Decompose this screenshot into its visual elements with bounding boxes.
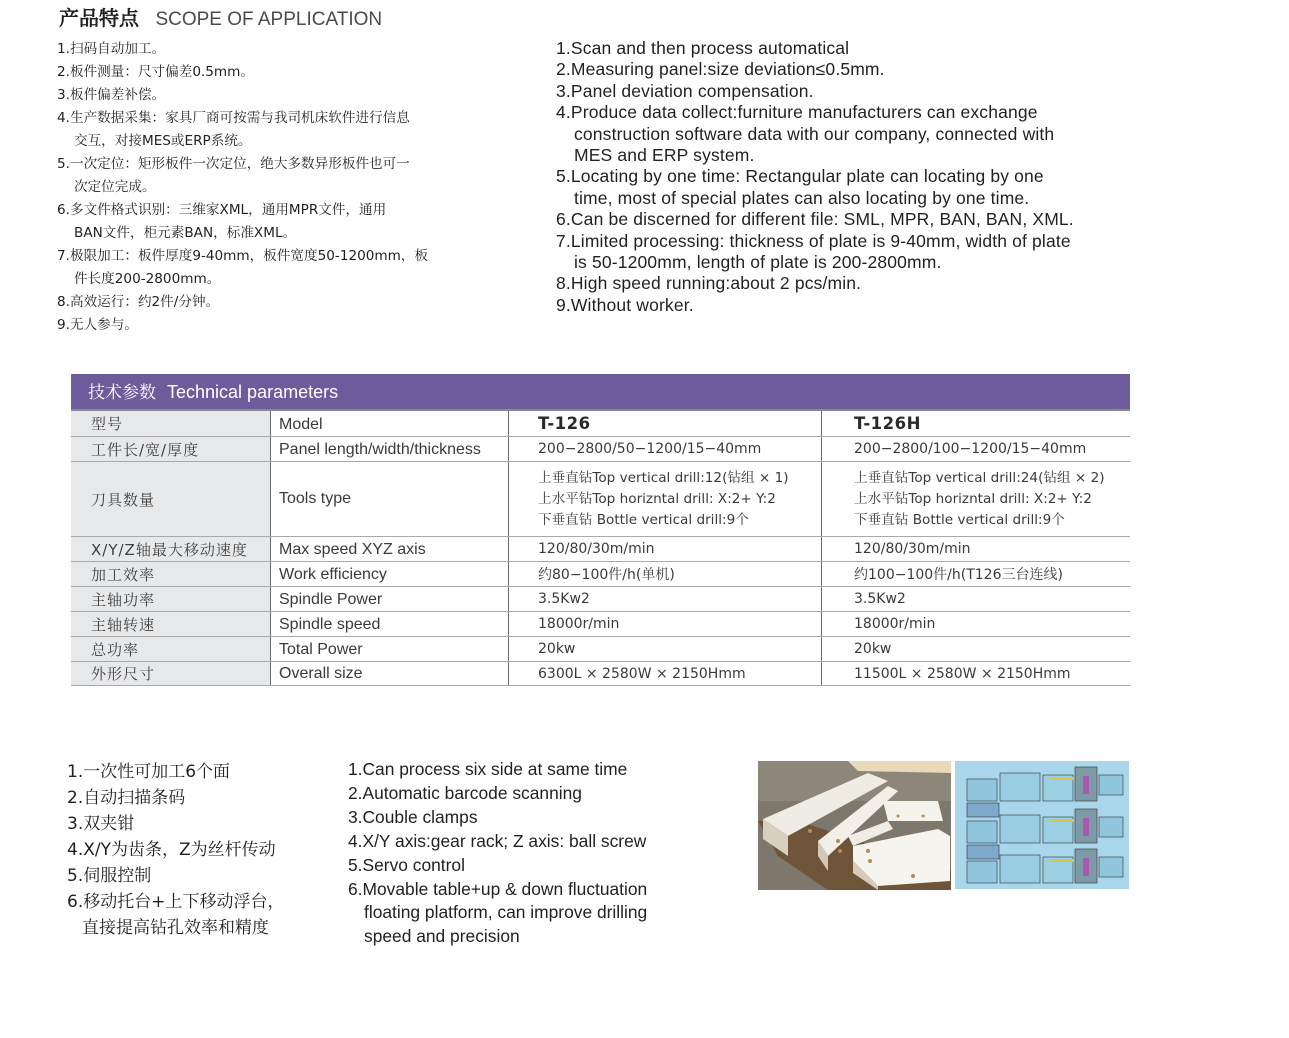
param-name-en: Overall size bbox=[271, 662, 509, 685]
param-name-cn: 刀具数量 bbox=[71, 462, 271, 536]
feature-en-item bbox=[556, 273, 1176, 294]
table-row bbox=[71, 662, 1130, 686]
feature-cn-item bbox=[57, 199, 517, 245]
feature-en-line: 2.Measuring panel:size deviation≤0.5mm. bbox=[556, 59, 885, 80]
bottom-feature-cn-line: 2.自动扫描条码 bbox=[67, 788, 186, 808]
param-name-cn: X/Y/Z轴最大移动速度 bbox=[71, 537, 271, 561]
table-row bbox=[71, 462, 1130, 537]
bottom-feature-cn-item bbox=[67, 837, 284, 863]
feature-cn-item bbox=[57, 84, 517, 107]
bottom-feature-en-line: 5.Servo control bbox=[348, 854, 465, 875]
feature-cn-line: 2.板件测量：尺寸偏差0.5mm。 bbox=[57, 64, 255, 80]
bottom-feature-cn-line: 4.X/Y为齿条，Z为丝杆传动 bbox=[67, 840, 276, 860]
table-row bbox=[71, 411, 1130, 437]
table-row bbox=[71, 537, 1130, 562]
bottom-feature-cn-item bbox=[67, 811, 284, 837]
feature-en-item bbox=[556, 102, 1176, 166]
feature-en-line: 8.High speed running:about 2 pcs/min. bbox=[556, 273, 862, 294]
feature-en-item bbox=[556, 231, 1176, 274]
value-t126h: T-126H bbox=[854, 414, 921, 433]
feature-en-line: 1.Scan and then process automatical bbox=[556, 38, 850, 58]
param-name-cn: 加工效率 bbox=[71, 562, 271, 586]
value-t126: T-126 bbox=[509, 411, 822, 436]
feature-cn-line: 件长度200-2800mm。 bbox=[74, 271, 221, 287]
feature-en-line: construction software data with our company, connected with bbox=[574, 123, 1055, 144]
bottom-feature-en-item bbox=[348, 758, 647, 782]
bottom-feature-en-line: speed and precision bbox=[364, 926, 520, 947]
feature-cn-line: 3.板件偏差补偿。 bbox=[57, 87, 166, 103]
table-title-cn: 技术参数 bbox=[88, 383, 156, 403]
bottom-feature-cn-line: 5.伺服控制 bbox=[67, 866, 152, 886]
feature-en-item bbox=[556, 38, 1176, 59]
value-t126h: 约100−100件/h(T126三台连线) bbox=[854, 567, 1063, 583]
tools-line: 上垂直钻Top vertical drill:24(钻组 × 2) bbox=[854, 469, 1105, 486]
param-name-cn: 主轴转速 bbox=[71, 612, 271, 636]
bottom-feature-en-line: 6.Movable table+up & down fluctuation bbox=[348, 878, 648, 899]
features-list-cn bbox=[57, 38, 517, 337]
tools-line: 上垂直钻Top vertical drill:12(钻组 × 1) bbox=[538, 469, 789, 486]
feature-cn-item bbox=[57, 153, 517, 199]
param-name-cn: 型号 bbox=[71, 411, 271, 436]
feature-cn-item bbox=[57, 291, 517, 314]
feature-en-line: 3.Panel deviation compensation. bbox=[556, 80, 814, 101]
value-t126h: 11500L × 2580W × 2150Hmm bbox=[854, 665, 1071, 682]
feature-cn-line: 7.极限加工：板件厚度9-40mm，板件宽度50-1200mm，板 bbox=[57, 248, 429, 264]
tools-list bbox=[538, 468, 789, 531]
feature-en-line: 7.Limited processing: thickness of plate is 9-40mm, width of plate bbox=[556, 230, 1071, 251]
value-t126: 18000r/min bbox=[509, 612, 822, 636]
value-t126h: 18000r/min bbox=[854, 616, 936, 632]
feature-en-line: 4.Produce data collect:furniture manufacturers can exchange bbox=[556, 102, 1038, 123]
feature-cn-line: 5.一次定位：矩形板件一次定位，绝大多数异形板件也可一 bbox=[57, 156, 410, 172]
table-body bbox=[71, 411, 1130, 686]
feature-cn-line: 4.生产数据采集：家具厂商可按需与我司机床软件进行信息 bbox=[57, 110, 410, 126]
bottom-feature-en-line: 1.Can process six side at same time bbox=[348, 759, 628, 779]
feature-cn-line: 交互，对接MES或ERP系统。 bbox=[74, 133, 252, 149]
param-name-en: Model bbox=[271, 411, 509, 436]
feature-en-line: MES and ERP system. bbox=[574, 145, 755, 166]
value-t126h: 120/80/30m/min bbox=[854, 541, 971, 557]
value-t126: 200−2800/50−1200/15−40mm bbox=[509, 437, 822, 461]
value-t126h: 20kw bbox=[854, 641, 892, 657]
bottom-feature-cn-line: 3.双夹钳 bbox=[67, 814, 135, 834]
bottom-feature-en-line: 4.X/Y axis:gear rack; Z axis: ball screw bbox=[348, 830, 647, 851]
value-t126h bbox=[822, 462, 1130, 536]
param-name-en: Spindle speed bbox=[271, 612, 509, 636]
param-name-cn: 总功率 bbox=[71, 637, 271, 661]
feature-en-item bbox=[556, 81, 1176, 102]
value-t126h: 200−2800/100−1200/15−40mm bbox=[854, 441, 1087, 457]
section-title-cn: 产品特点 bbox=[59, 6, 139, 30]
value-t126: 20kw bbox=[509, 637, 822, 661]
feature-cn-line: 9.无人参与。 bbox=[57, 317, 138, 333]
feature-cn-item bbox=[57, 314, 517, 337]
tools-line: 上水平钻Top horizntal drill: X:2+ Y:2 bbox=[538, 490, 776, 507]
technical-parameters-table bbox=[71, 374, 1130, 686]
bottom-feature-cn-line: 直接提高钻孔效率和精度 bbox=[82, 918, 269, 938]
section-title bbox=[59, 2, 382, 30]
feature-cn-item bbox=[57, 38, 517, 61]
table-row bbox=[71, 437, 1130, 462]
feature-cn-line: 次定位完成。 bbox=[74, 179, 156, 195]
features-list-en bbox=[556, 38, 1176, 316]
feature-cn-item bbox=[57, 107, 517, 153]
bottom-feature-en-item bbox=[348, 878, 647, 950]
feature-en-item bbox=[556, 295, 1176, 316]
bottom-feature-cn-item bbox=[67, 889, 284, 941]
param-name-en: Spindle Power bbox=[271, 587, 509, 611]
param-name-en: Tools type bbox=[271, 462, 509, 536]
production-line-layout-drawing bbox=[955, 761, 1129, 889]
feature-en-line: time, most of special plates can also locating by one time. bbox=[574, 187, 1030, 208]
bottom-features-en bbox=[348, 758, 647, 949]
bottom-feature-cn-item bbox=[67, 759, 284, 785]
param-name-cn: 外形尺寸 bbox=[71, 662, 271, 685]
param-name-en: Total Power bbox=[271, 637, 509, 661]
bottom-feature-cn-item bbox=[67, 863, 284, 889]
value-t126: 6300L × 2580W × 2150Hmm bbox=[509, 662, 822, 685]
bottom-feature-en-item bbox=[348, 830, 647, 854]
feature-en-line: is 50-1200mm, length of plate is 200-2800mm. bbox=[574, 252, 942, 273]
feature-cn-line: 8.高效运行：约2件/分钟。 bbox=[57, 294, 220, 310]
feature-en-line: 9.Without worker. bbox=[556, 294, 694, 315]
bottom-features-cn bbox=[67, 759, 284, 941]
feature-cn-line: BAN文件，柜元素BAN，标准XML。 bbox=[74, 225, 297, 241]
bottom-feature-en-item bbox=[348, 854, 647, 878]
feature-cn-item bbox=[57, 61, 517, 84]
feature-en-item bbox=[556, 59, 1176, 80]
bottom-feature-en-line: floating platform, can improve drilling bbox=[364, 902, 648, 923]
table-title-en: Technical parameters bbox=[167, 382, 339, 402]
feature-cn-line: 1.扫码自动加工。 bbox=[57, 41, 166, 57]
table-row bbox=[71, 587, 1130, 612]
table-row bbox=[71, 562, 1130, 587]
bottom-feature-cn-line: 6.移动托台+上下移动浮台， bbox=[67, 892, 285, 912]
table-header-band bbox=[71, 374, 1130, 411]
bottom-feature-en-item bbox=[348, 782, 647, 806]
bottom-feature-en-item bbox=[348, 806, 647, 830]
section-title-en: SCOPE OF APPLICATION bbox=[155, 9, 383, 30]
table-row bbox=[71, 637, 1130, 662]
param-name-cn: 主轴功率 bbox=[71, 587, 271, 611]
value-t126 bbox=[509, 462, 822, 536]
value-t126: 约80−100件/h(单机) bbox=[509, 562, 822, 586]
feature-cn-line: 6.多文件格式识别：三维家XML，通用MPR文件，通用 bbox=[57, 202, 387, 218]
param-name-cn: 工件长/宽/厚度 bbox=[71, 437, 271, 461]
bottom-feature-en-line: 2.Automatic barcode scanning bbox=[348, 782, 582, 803]
bottom-feature-en-line: 3.Couble clamps bbox=[348, 806, 478, 827]
bottom-feature-cn-line: 1.一次性可加工6个面 bbox=[67, 762, 231, 782]
value-t126: 120/80/30m/min bbox=[509, 537, 822, 561]
tools-line: 下垂直钻 Bottle vertical drill:9个 bbox=[854, 511, 1065, 528]
table-row bbox=[71, 612, 1130, 637]
param-name-en: Work efficiency bbox=[271, 562, 509, 586]
panels-on-pallet-photo bbox=[758, 761, 951, 890]
feature-en-line: 5.Locating by one time: Rectangular plate can locating by one bbox=[556, 166, 1044, 187]
param-name-en: Max speed XYZ axis bbox=[271, 537, 509, 561]
feature-en-item bbox=[556, 166, 1176, 209]
tools-line: 上水平钻Top horizntal drill: X:2+ Y:2 bbox=[854, 490, 1092, 507]
feature-cn-item bbox=[57, 245, 517, 291]
value-t126h: 3.5Kw2 bbox=[854, 591, 906, 607]
feature-en-line: 6.Can be discerned for different file: SML, MPR, BAN, BAN, XML. bbox=[556, 209, 1074, 230]
tools-line: 下垂直钻 Bottle vertical drill:9个 bbox=[538, 511, 749, 528]
bottom-feature-cn-item bbox=[67, 785, 284, 811]
param-name-en: Panel length/width/thickness bbox=[271, 437, 509, 461]
tools-list bbox=[854, 468, 1105, 531]
value-t126: 3.5Kw2 bbox=[509, 587, 822, 611]
feature-en-item bbox=[556, 209, 1176, 230]
